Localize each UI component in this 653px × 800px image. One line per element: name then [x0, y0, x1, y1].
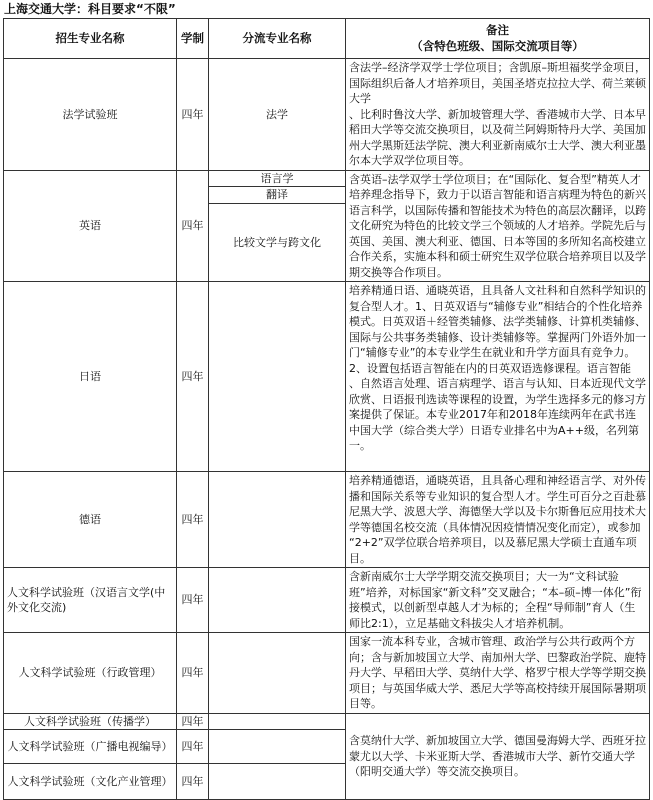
row-humanities-admin-major: 人文科学试验班（行政管理） [4, 633, 177, 714]
table-row [4, 713, 650, 730]
header-stream: 分流专业名称 [209, 19, 346, 59]
row-humanities-chinese-stream [209, 568, 346, 633]
table-row [4, 59, 650, 171]
table-row [4, 170, 650, 187]
header-major: 招生专业名称 [4, 19, 177, 59]
row-humanities-broadcast-major: 人文科学试验班（广播电视编导） [4, 730, 177, 764]
row-humanities-broadcast-stream [209, 730, 346, 764]
row-humanities-admin-duration: 四年 [177, 633, 209, 714]
row-humanities-admin-notes: 国家一流本科专业，含城市管理、政治学与公共行政两个方向；含与新加坡国立大学、南加州大学、巴黎政治学院、鹿特丹大学、早稻田大学、莫纳什大学、格罗宁根大学等学期交换项目；与英国华威大学、悉尼大学等高校持续开展国际暑期项目等。 [346, 633, 650, 714]
header-notes-line2: （含特色班级、国际交流项目等） [411, 38, 584, 53]
row-japanese-notes: 培养精通日语、通晓英语，且具备人文社科和自然科学知识的复合型人才。1、日英双语与“辅修专业”相结合的个性化培养模式。日英双语＋经管类辅修、法学类辅修、计算机类辅修、国际与公共事务类辅修、设计类辅修等。掌握两门外语外加一门“辅修专业”的本专业学生在就业和升学方面具有竞争力。2、设置包括语言智能在内的日英双语选修课程。语言智能 、自然语言处理、语言病理学、语言与认知、日本近现代文学欣赏、日语报刊选读等课程的设置，为学生选择多元的修习方案提供了保证。本专业2017年和2018年连续两年在武书连中国大学（综合类大学）日语专业排名中为A++级，名列第一。 [346, 282, 650, 472]
row-english-duration: 四年 [177, 170, 209, 282]
header-duration: 学制 [177, 19, 209, 59]
row-law-stream: 法学 [209, 59, 346, 171]
row-english-stream-2: 翻译 [209, 187, 346, 204]
majors-table [3, 18, 650, 800]
row-humanities-media-stream [209, 713, 346, 730]
row-japanese-stream [209, 282, 346, 472]
row-german-stream [209, 472, 346, 568]
row-law-major: 法学试验班 [4, 59, 177, 171]
row-humanities-shared-notes: 含莫纳什大学、新加坡国立大学、德国曼海姆大学、西班牙拉蒙尤以大学、卡米亚斯大学、香港城市大学、新竹交通大学 （阳明交通大学）等交流交换项目。 [346, 713, 650, 800]
row-humanities-media-duration: 四年 [177, 713, 209, 730]
table-row [4, 633, 650, 714]
row-german-notes: 培养精通德语，通晓英语，且具备心理和神经语言学、对外传播和国际关系等专业知识的复合型人才。学生可百分之百赴慕尼黑大学、波恩大学、海德堡大学以及卡尔斯鲁厄应用技术大学等德国名校交流（具体情况因疫情情况变化而定），或参加 “2+2”双学位联合培养项目，以及慕尼黑大学硕士直通车项目。 [346, 472, 650, 568]
row-japanese-duration: 四年 [177, 282, 209, 472]
row-law-duration: 四年 [177, 59, 209, 171]
row-german-duration: 四年 [177, 472, 209, 568]
row-law-notes: 含法学–经济学双学士学位项目；含凯原–斯坦福奖学金项目，国际组织后备人才培养项目，美国圣塔克拉拉大学、荷兰莱顿大学 、比利时鲁汶大学、新加坡管理大学、香港城市大学、日本早稻田大学等交流交换项目，以及荷兰阿姆斯特丹大学、美国加州大学黑斯廷法学院、澳大利亚新南威尔士大学、澳大利亚墨尔本大学双学位项目等。 [346, 59, 650, 171]
row-humanities-culture-stream [209, 764, 346, 800]
row-japanese-major: 日语 [4, 282, 177, 472]
header-notes [346, 19, 650, 59]
row-english-stream-3: 比较文学与跨文化 [209, 203, 346, 281]
page-title: 上海交通大学：科目要求“不限” [4, 2, 176, 16]
row-english-major: 英语 [4, 170, 177, 282]
header-notes-line1: 备注 [486, 23, 509, 37]
row-humanities-culture-major: 人文科学试验班（文化产业管理） [4, 764, 177, 800]
row-humanities-culture-duration: 四年 [177, 764, 209, 800]
row-humanities-admin-stream [209, 633, 346, 714]
table-header-row [4, 19, 650, 59]
table-row [4, 282, 650, 472]
row-humanities-media-major: 人文科学试验班（传播学） [4, 713, 177, 730]
row-humanities-broadcast-duration: 四年 [177, 730, 209, 764]
row-english-notes: 含英语–法学双学士学位项目；在“国际化、复合型”精英人才培养理念指导下，致力于以语言智能和语言病理为特色的新兴语言科学，以国际传播和智能技术为特色的高层次翻译，以跨文化研究为特色的比较文学三个领域的人才培养。学院先后与英国、美国、澳大利亚、德国、日本等国的多所知名高校建立合作关系，实施本科和硕士研究生双学位联合培养项目以及学期交换等合作项目。 [346, 170, 650, 282]
table-row [4, 568, 650, 633]
row-humanities-chinese-duration: 四年 [177, 568, 209, 633]
table-row [4, 472, 650, 568]
row-humanities-chinese-notes: 含新南威尔士大学学期交流交换项目；大一为“文科试验班”培养，对标国家“新文科”交叉融合；“本–硕–博一体化”衔接模式，以创新型卓越人才为标的；全程“导师制”育人（生师比2:1），立足基础文科拔尖人才培养机制。 [346, 568, 650, 633]
row-english-stream-1: 语言学 [209, 170, 346, 187]
row-humanities-chinese-major: 人文科学试验班（汉语言文学(中外文化交流) [4, 568, 177, 633]
row-german-major: 德语 [4, 472, 177, 568]
